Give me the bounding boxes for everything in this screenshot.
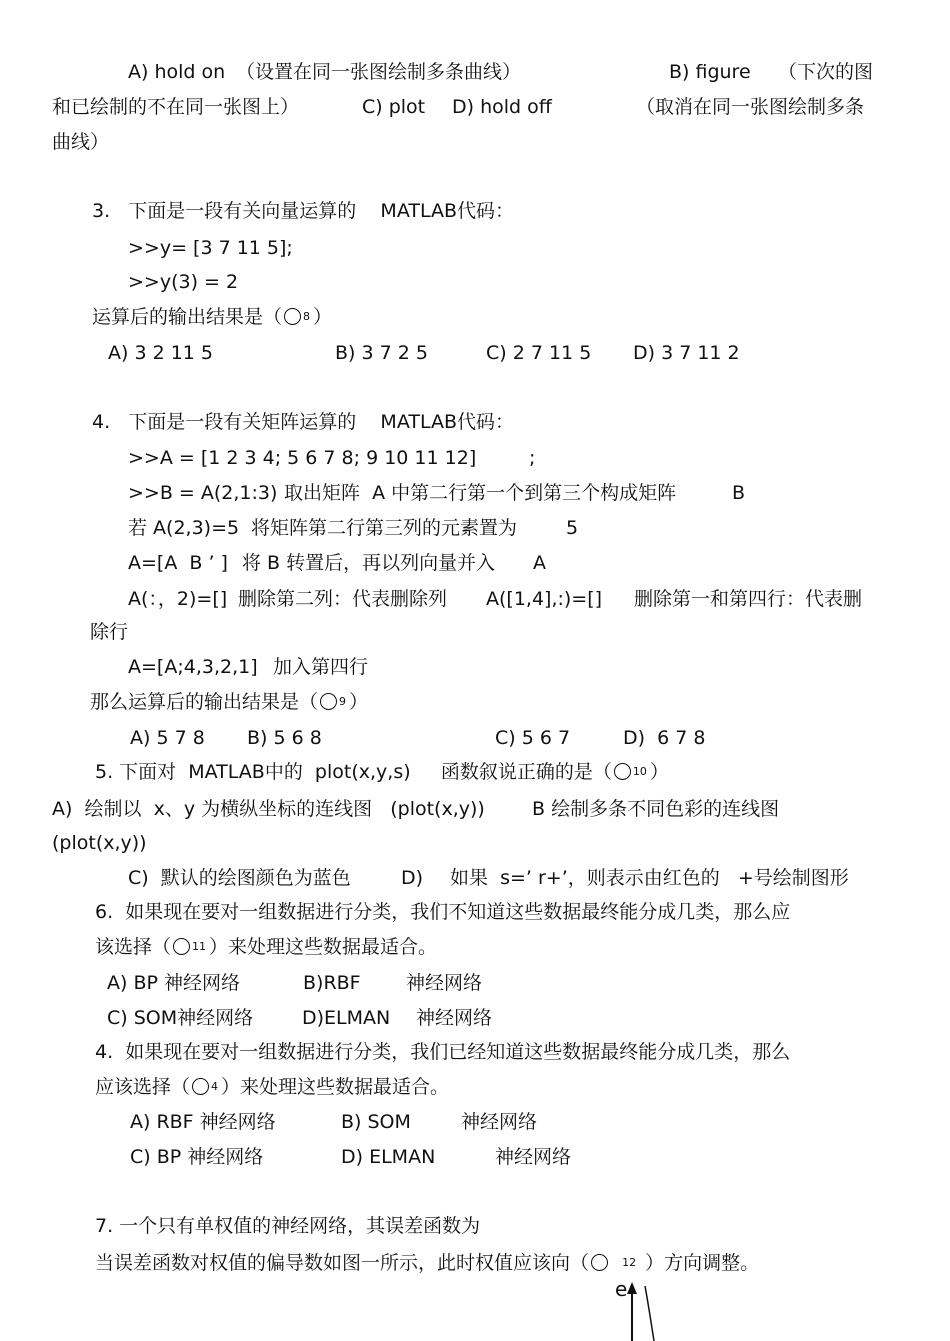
option-d-hold-off: D) hold off: [452, 96, 552, 118]
q3-option-c: C) 2 7 11 5: [486, 342, 592, 364]
answer-blank-circle: [284, 308, 301, 325]
q6-option-d-suffix: 神经网络: [416, 1007, 493, 1029]
q6-option-c: C) SOM神经网络: [107, 1007, 254, 1029]
q4-code-line-5b-comment: 删除第一和第四行：代表删: [634, 588, 863, 610]
q4b-option-d-suffix: 神经网络: [495, 1146, 572, 1168]
option-c-plot: C) plot: [362, 96, 426, 118]
q3-option-a: A) 3 2 11 5: [108, 342, 214, 364]
q4-code-line-4-comment: 将 B 转置后，再以列向量并入: [242, 552, 496, 574]
q4-code-line-5b-comment-cont: 除行: [90, 621, 129, 643]
q4-question: 那么运算后的输出结果是（ $^9$ ）: [90, 691, 369, 713]
figure-error-curve: [645, 1286, 654, 1341]
q4-code-line-3-comment: 将矩阵第二行第三列的元素置为: [251, 517, 518, 539]
q5-option-b-cont: (plot(x,y)): [52, 832, 147, 854]
answer-blank-circle: [192, 1078, 209, 1095]
q6-stem-cont: 该选择（ $^{11}$ ）来处理这些数据最适合。: [95, 936, 438, 958]
q3-question: 运算后的输出结果是（ $^8$ ）: [92, 306, 333, 328]
option-b-desc-cont: 和已绘制的不在同一张图上）: [52, 96, 300, 118]
q4-option-c: C) 5 6 7: [495, 727, 571, 749]
answer-blank-circle: [173, 938, 190, 955]
q6-option-a: A) BP 神经网络: [107, 972, 240, 994]
option-b-figure: B) figure: [669, 61, 751, 83]
q4b-option-a: A) RBF 神经网络: [130, 1111, 276, 1133]
q3-code-line-2: >>y(3) = 2: [128, 271, 239, 293]
q4-option-d: D) 6 7 8: [623, 727, 706, 749]
figure-axis-arrowhead: [627, 1282, 637, 1294]
q4-code-line-3-value: 5: [566, 517, 579, 539]
q4-code-line-5b: A([1,4],:)=[]: [486, 588, 603, 610]
q5-option-d-label: D): [401, 867, 424, 889]
option-d-desc-cont: 曲线）: [52, 131, 110, 153]
q4-option-a: A) 5 7 8: [130, 727, 205, 749]
figure-axis-label: e: [615, 1277, 628, 1301]
q4b-option-c: C) BP 神经网络: [130, 1146, 264, 1168]
q4-code-line-3: 若 A(2,3)=5: [128, 517, 240, 539]
q4-code-line-6: A=[A;4,3,2,1]: [128, 656, 258, 678]
q5-stem: 5. 下面对 MATLAB中的 plot(x,y,s) 函数叙说正确的是（ $^{10}$ ）: [95, 761, 669, 783]
option-d-desc: （取消在同一张图绘制多条: [636, 96, 865, 118]
q4-option-b: B) 5 6 8: [247, 727, 322, 749]
q7-stem-cont: 当误差函数对权值的偏导数如图一所示，此时权值应该向（ $^{12}$ ）方向调整。: [95, 1252, 760, 1274]
q4-code-line-2-comment: 取出矩阵 A 中第二行第一个到第三个构成矩阵: [284, 482, 677, 504]
answer-blank-circle: [591, 1254, 608, 1271]
q3-stem: 3. 下面是一段有关向量运算的 MATLAB代码：: [92, 200, 515, 222]
q5-option-c: C) 默认的绘图颜色为蓝色: [128, 867, 351, 889]
q4-code-line-6-comment: 加入第四行: [273, 656, 369, 678]
option-a-hold-on: A) hold on: [128, 61, 226, 83]
q4-code-line-2: >>B = A(2,1:3): [128, 482, 278, 504]
q4b-option-b: B) SOM: [341, 1111, 411, 1133]
answer-blank-circle: [614, 763, 631, 780]
q4b-option-b-suffix: 神经网络: [461, 1111, 538, 1133]
q4-code-line-1-semicolon: ;: [529, 447, 536, 469]
answer-blank-circle: [320, 693, 337, 710]
q6-option-b-suffix: 神经网络: [406, 972, 483, 994]
q6-option-b: B)RBF: [303, 972, 361, 994]
q4-code-line-5: A(：，2)=[]: [128, 588, 228, 610]
option-a-desc: （设置在同一张图绘制多条曲线）: [236, 61, 522, 83]
q4b-stem-cont: 应该选择（ $^4$ ）来处理这些数据最适合。: [95, 1076, 450, 1098]
q5-option-d: 如果 s=’ r+’，则表示由红色的 +号绘制图形: [450, 867, 849, 889]
q4-code-line-1: >>A = [1 2 3 4; 5 6 7 8; 9 10 11 12]: [128, 447, 477, 469]
q3-option-d: D) 3 7 11 2: [633, 342, 740, 364]
q4-code-line-5-comment: 删除第二列：代表删除列: [238, 588, 448, 610]
q3-code-line-1: >>y= [3 7 11 5];: [128, 237, 293, 259]
q6-stem: 6. 如果现在要对一组数据进行分类，我们不知道这些数据最终能分成几类，那么应: [95, 901, 791, 923]
q4-code-line-4: A=[A B ’ ]: [128, 552, 228, 574]
q4-stem: 4. 下面是一段有关矩阵运算的 MATLAB代码：: [92, 411, 515, 433]
q4-code-line-2-matrix: B: [732, 482, 746, 504]
q4b-stem: 4. 如果现在要对一组数据进行分类，我们已经知道这些数据最终能分成几类，那么: [95, 1041, 791, 1063]
q7-stem: 7. 一个只有单权值的神经网络，其误差函数为: [95, 1215, 481, 1237]
q6-option-d: D)ELMAN: [302, 1007, 391, 1029]
option-b-desc: （下次的图: [778, 61, 874, 83]
q4-code-line-4-matrix: A: [533, 552, 546, 574]
q3-option-b: B) 3 7 2 5: [335, 342, 428, 364]
q4b-option-d: D) ELMAN: [341, 1146, 436, 1168]
q5-option-b: B 绘制多条不同色彩的连线图: [532, 798, 780, 820]
figure-axis: [620, 1282, 670, 1341]
q5-option-a: A) 绘制以 x、y 为横纵坐标的连线图 (plot(x,y)): [52, 798, 485, 820]
